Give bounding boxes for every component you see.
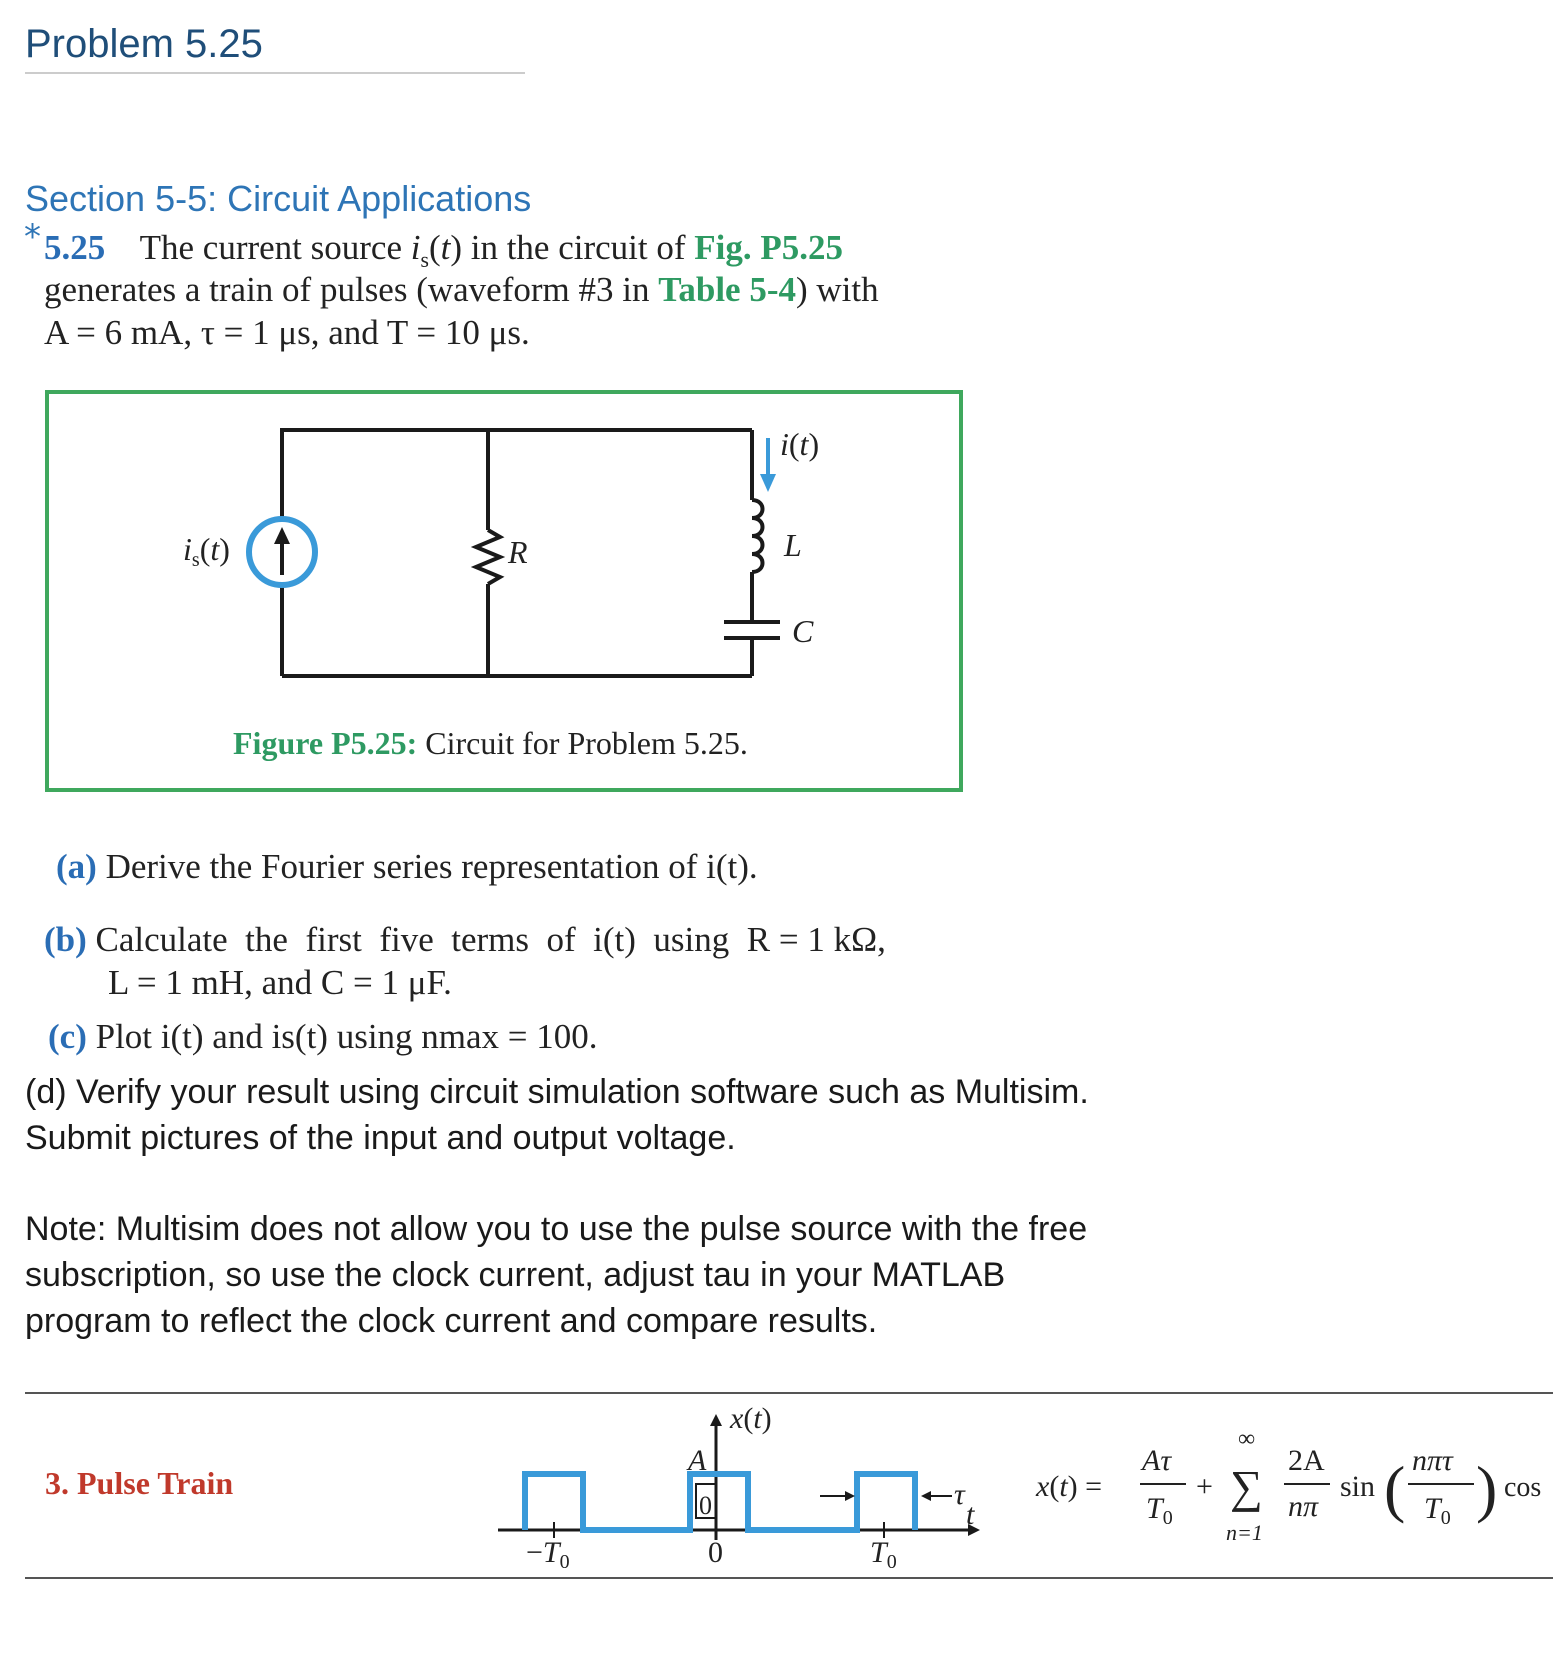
resistor-symbol (476, 530, 500, 584)
problem-line-1: 5.25 The current source $i_s(t)$ in the circuit of Fig. P5.25 (44, 228, 844, 272)
pulse-waveform (525, 1474, 915, 1530)
part-b-line1: Calculate the first five terms of i(t) using R = 1 kΩ, (95, 920, 886, 959)
problem-text-3: generates a train of pulses (waveform #3 in (44, 270, 650, 309)
part-d-line1: (d) Verify your result using circuit simulation software such as Multisim. (25, 1073, 1089, 1111)
pulse-train-title: 3. Pulse Train (45, 1465, 234, 1501)
fig-reference-link[interactable]: Fig. P5.25 (694, 228, 844, 267)
formula-sin: sin (1340, 1470, 1376, 1503)
figure-caption-ref: Figure P5.25: (233, 725, 418, 761)
figure-caption-text: Circuit for Problem 5.25. (425, 725, 748, 761)
formula-cos: cos (1504, 1472, 1542, 1503)
graph-label-x: x(t) (730, 1402, 772, 1435)
formula-frac1-den: $T_0$ (1146, 1492, 1173, 1529)
current-arrow-head (760, 474, 776, 492)
problem-text-2: in the circuit of (470, 228, 686, 267)
graph-label-zero: 0 (708, 1536, 723, 1569)
x-axis-arrow (710, 1414, 722, 1426)
note-line3: program to reflect the clock current and compare results. (25, 1302, 878, 1340)
label-R: R (508, 534, 528, 570)
note-line1: Note: Multisim does not allow you to use the pulse source with the free (25, 1210, 1088, 1248)
graph-label-neg-T0: $-T_0$ (526, 1536, 570, 1573)
graph-label-zero-box: 0 (699, 1491, 712, 1520)
formula-frac3-num: nπτ (1412, 1444, 1453, 1477)
formula-frac2-num: 2A (1288, 1444, 1325, 1477)
inductor-symbol (752, 500, 763, 572)
graph-label-t: t (966, 1498, 975, 1531)
part-a (56, 847, 758, 887)
part-d-line2: Submit pictures of the input and output voltage. (25, 1119, 736, 1157)
formula-frac1-num: Aτ (1142, 1444, 1172, 1477)
formula-sum-sign: ∑ (1230, 1461, 1263, 1512)
section-heading: Section 5-5: Circuit Applications (25, 178, 532, 219)
fourier-formula (1035, 1426, 1541, 1545)
graph-label-A: A (688, 1444, 707, 1477)
part-b-label: (b) (44, 920, 87, 959)
part-a-label: (a) (56, 847, 97, 886)
formula-frac2-den: nπ (1288, 1490, 1319, 1523)
formula-sum-top: ∞ (1238, 1426, 1256, 1452)
problem-number: 5.25 (44, 228, 106, 267)
formula-paren-right: ) (1476, 1453, 1498, 1524)
label-i: i(t) (780, 426, 820, 462)
circuit-diagram (0, 0, 1553, 820)
formula-paren-left: ( (1384, 1453, 1406, 1524)
label-is: is(t) (183, 531, 230, 571)
part-b (44, 920, 886, 960)
problem-text-4: ) with (796, 270, 879, 309)
graph-label-T0: $T_0$ (870, 1536, 897, 1573)
formula-sum-bot: n=1 (1226, 1520, 1263, 1545)
tau-arrowhead-left (845, 1491, 855, 1501)
page-title: Problem 5.25 (25, 22, 263, 66)
part-b-line2: L = 1 mH, and C = 1 μF. (108, 963, 452, 1002)
pulse-train-graph (0, 1390, 1553, 1580)
part-c-label: (c) (48, 1017, 87, 1056)
tau-arrowhead-right (921, 1491, 931, 1501)
problem-text-1: The current source (139, 228, 402, 267)
formula-frac3-den: $T_0$ (1424, 1492, 1451, 1529)
table-divider-bottom (25, 1577, 1553, 1579)
note-line2: subscription, so use the clock current, adjust tau in your MATLAB (25, 1256, 1006, 1294)
part-c (48, 1017, 598, 1057)
formula-lhs: x(t) = (1036, 1470, 1103, 1503)
problem-params: A = 6 mA, τ = 1 μs, and T = 10 μs. (44, 313, 530, 352)
label-L: L (784, 527, 802, 563)
formula-plus: + (1196, 1470, 1213, 1503)
label-C: C (792, 613, 814, 649)
part-a-text: Derive the Fourier series representation of i(t). (105, 847, 758, 886)
table-reference-link[interactable]: Table 5-4 (658, 270, 796, 309)
star-marker: * (24, 217, 41, 257)
graph-label-tau: τ (954, 1478, 965, 1511)
part-c-text: Plot i(t) and is(t) using nmax = 100. (95, 1017, 598, 1056)
figure-caption (233, 725, 748, 762)
